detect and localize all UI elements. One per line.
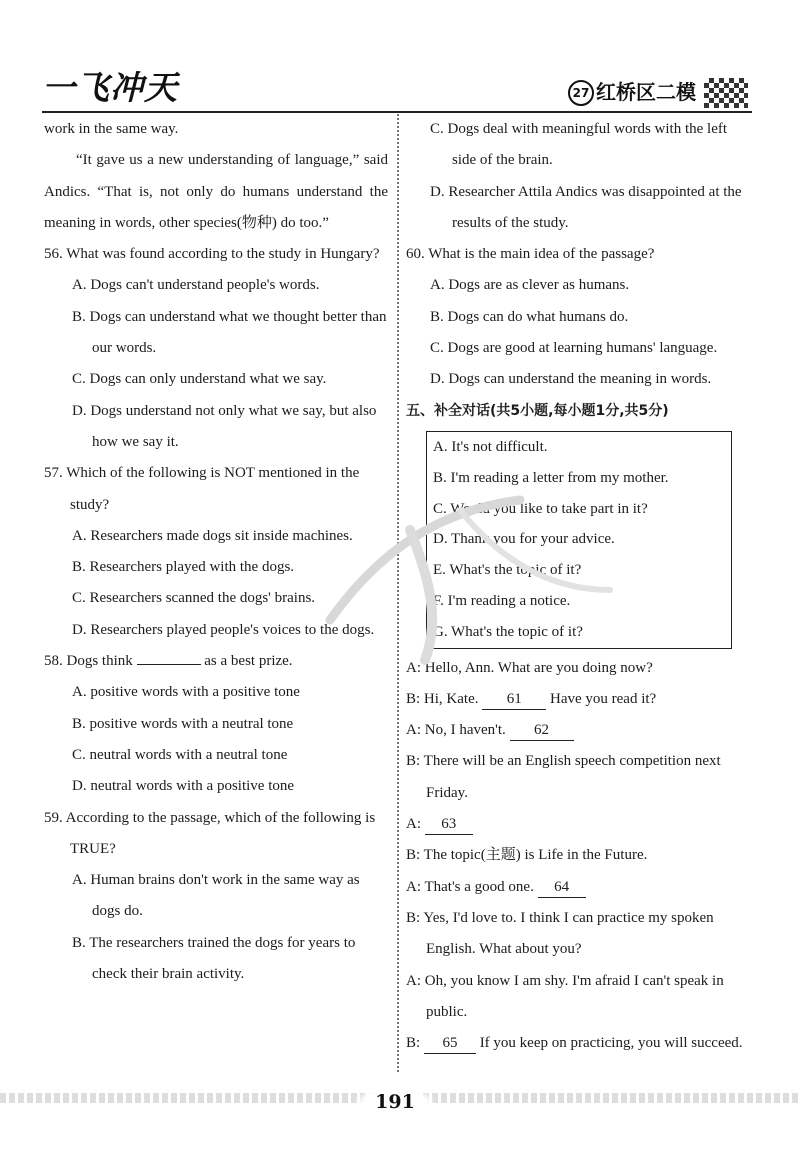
question-57-option-d: D. Researchers played people's voices to the dogs. [72, 621, 375, 638]
question-60-option-d: D. Dogs can understand the meaning in words. [430, 371, 712, 388]
question-60-option-c: C. Dogs are good at learning humans' language. [430, 340, 718, 357]
dialogue-line-10-after: If you keep on practicing, you will succeed. [479, 1035, 743, 1052]
box-option-a: A. It's not difficult. [433, 438, 548, 455]
dialogue-line-2-after: Have you read it? [550, 690, 657, 707]
question-58-stem-after: as a best prize. [204, 653, 293, 670]
options-box [426, 431, 732, 649]
dialogue-blank-61[interactable]: 61 [482, 689, 546, 710]
question-59-stem: 59. According to the passage, which of the following is TRUE? [44, 809, 376, 857]
dialogue-line-3 [406, 715, 752, 746]
question-56-option-b: B. Dogs can understand what we thought better than our words. [72, 308, 387, 357]
dialogue-line-9: A: Oh, you know I am shy. I'm afraid I can't speak in public. [406, 972, 724, 1020]
question-58-stem-before: 58. Dogs think [44, 653, 133, 670]
page-header [0, 0, 800, 115]
question-58-blank[interactable] [137, 664, 201, 665]
dialogue-line-7-before: A: That's a good one. [406, 878, 534, 895]
dialogue-line-6: B: The topic(主题) is Life in the Future. [406, 847, 648, 864]
box-option-e: E. What's the topic of it? [433, 562, 582, 579]
page-number: 191 [355, 1087, 435, 1117]
question-56-option-a: A. Dogs can't understand people's words. [72, 277, 320, 294]
question-59-option-a: A. Human brains don't work in the same way as dogs do. [72, 872, 360, 920]
right-column [406, 114, 752, 1059]
question-59-option-b: B. The researchers trained the dogs for years to check their brain activity. [72, 934, 356, 983]
region-title [568, 76, 696, 106]
dialogue-line-4: B: There will be an English speech competition next Friday. [406, 753, 721, 801]
box-option-f: F. I'm reading a notice. [433, 592, 571, 609]
question-58-option-b: B. positive words with a neutral tone [72, 715, 294, 732]
question-60-option-a: A. Dogs are as clever as humans. [430, 277, 630, 294]
box-option-b: B. I'm reading a letter from my mother. [433, 469, 669, 486]
dialogue-line-2 [406, 684, 752, 715]
question-56-option-c: C. Dogs can only understand what we say. [72, 371, 327, 388]
dialogue-line-2-before: B: Hi, Kate. [406, 690, 479, 707]
question-60-option-b: B. Dogs can do what humans do. [430, 308, 629, 325]
dialogue-line-3-before: A: No, I haven't. [406, 722, 506, 739]
box-option-g: G. What's the topic of it? [433, 623, 583, 640]
dialogue-line-8: B: Yes, I'd love to. I think I can practice my spoken English. What about you? [406, 909, 714, 958]
dialogue-line-5-before: A: [406, 816, 421, 833]
question-58-option-d: D. neutral words with a positive tone [72, 778, 295, 795]
dialogue-line-10 [406, 1028, 752, 1059]
dialogue-blank-64[interactable]: 64 [538, 877, 586, 898]
question-58-option-c: C. neutral words with a neutral tone [72, 746, 288, 763]
passage-quote: “It gave us a new understanding of language,” said Andics. “That is, not only do humans understand the meaning in words, other species(物种) do too.” [44, 152, 388, 231]
dialogue-blank-65[interactable]: 65 [424, 1033, 476, 1054]
question-59-option-d: D. Researcher Attila Andics was disappointed at the results of the study. [430, 183, 742, 231]
passage-continuation: work in the same way. [44, 121, 179, 137]
question-59-option-c: C. Dogs deal with meaningful words with the left side of the brain. [430, 121, 728, 169]
box-option-c: C. Would you like to take part in it? [433, 500, 648, 517]
dialogue-line-10-before: B: [406, 1035, 421, 1052]
question-56-stem: 56. What was found according to the study in Hungary? [44, 246, 380, 263]
region-name: 红桥区二模 [596, 80, 696, 104]
question-56-option-d: D. Dogs understand not only what we say, but also how we say it. [72, 402, 377, 450]
question-58-stem [44, 646, 388, 677]
box-option-d: D. Thank you for your advice. [433, 531, 615, 548]
left-column [44, 114, 388, 990]
column-divider [397, 114, 399, 1072]
question-57-option-a: A. Researchers made dogs sit inside machines. [72, 527, 353, 544]
dialogue-line-7 [406, 872, 752, 903]
question-60-stem: 60. What is the main idea of the passage? [406, 246, 655, 263]
dialogue-blank-63[interactable]: 63 [425, 814, 473, 835]
region-number-badge: 27 [568, 80, 594, 106]
question-57-option-b: B. Researchers played with the dogs. [72, 559, 295, 576]
question-57-stem: 57. Which of the following is NOT mentioned in the study? [44, 465, 360, 513]
checker-decoration-icon [704, 78, 748, 108]
dialogue-blank-62[interactable]: 62 [510, 720, 574, 741]
dialogue-line-5 [406, 809, 752, 840]
question-58-option-a: A. positive words with a positive tone [72, 684, 300, 701]
section-title: 五、补全对话(共5小题,每小题1分,共5分) [406, 402, 669, 419]
dialogue-line-1: A: Hello, Ann. What are you doing now? [406, 659, 653, 676]
question-57-option-c: C. Researchers scanned the dogs' brains. [72, 590, 316, 607]
header-rule [42, 111, 752, 113]
brand-title: 一飞冲天 [42, 68, 178, 107]
